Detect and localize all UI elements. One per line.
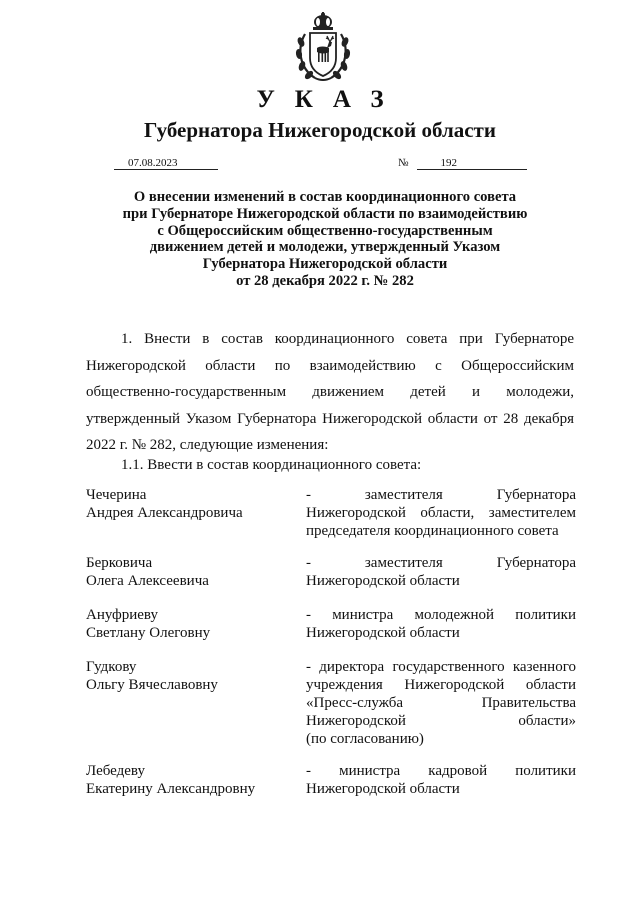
member-surname: Лебедеву <box>86 763 145 779</box>
role-line: - министра молодежной политики <box>306 607 576 623</box>
paragraph-1-text: 1. Внести в состав координационного совета при Губернаторе Нижегородской области по взаимодействию с Общероссийским общественно-государственным движением детей и молодежи, утвержденный Указом Губернатора Нижегородской области от 28 декабря 2022 г. № 282, следующие изменения: <box>86 331 574 453</box>
document-date <box>114 157 218 170</box>
role-line: - директора государственного казенного <box>306 659 576 675</box>
member-name <box>86 486 306 540</box>
paragraph-1 <box>86 326 574 459</box>
heading-line: Губернатора Нижегородской области <box>202 256 448 273</box>
role-line: - заместителя Губернатора <box>306 487 576 503</box>
issuer-title: Губернатора Нижегородской области <box>144 118 496 142</box>
member-role <box>306 658 576 748</box>
member-row <box>86 606 576 642</box>
role-line: Нижегородской области <box>306 625 460 641</box>
role-line: Нижегородской области, заместителем <box>306 505 576 521</box>
member-row <box>86 658 576 748</box>
member-surname: Гудкову <box>86 659 137 675</box>
role-line: Нижегородской области <box>306 573 460 589</box>
member-role <box>306 606 576 642</box>
heading-line: от 28 декабря 2022 г. № 282 <box>236 272 414 289</box>
member-row <box>86 554 576 590</box>
role-line: председателя координационного совета <box>306 523 559 539</box>
member-given-names: Андрея Александровича <box>86 505 243 521</box>
member-given-names: Олега Алексеевича <box>86 573 209 589</box>
heading-line: при Губернаторе Нижегородской области по взаимодействию <box>122 205 528 222</box>
number-label: № <box>398 157 409 169</box>
role-line: учреждения Нижегородской области <box>306 677 576 693</box>
role-line: Нижегородской области <box>306 781 460 797</box>
role-line: «Пресс-служба Правительства <box>306 695 576 711</box>
member-role <box>306 486 576 540</box>
member-role <box>306 554 576 590</box>
member-row <box>86 486 576 540</box>
role-line: - министра кадровой политики <box>306 763 576 779</box>
member-name <box>86 762 306 798</box>
member-name <box>86 554 306 590</box>
member-surname: Берковича <box>86 555 153 571</box>
member-role <box>306 762 576 798</box>
member-name <box>86 658 306 748</box>
number-value: 192 <box>417 157 527 170</box>
member-row <box>86 762 576 798</box>
role-line: Нижегородской области» <box>306 713 576 729</box>
heading-line: с Общероссийским общественно-государственным <box>157 222 493 239</box>
decree-heading <box>95 189 555 290</box>
member-given-names: Екатерину Александровну <box>86 781 256 797</box>
heading-line: движением детей и молодежи, утвержденный Указом <box>149 239 501 256</box>
subitem-1-1: 1.1. Ввести в состав координационного совета: <box>121 457 422 473</box>
member-surname: Ануфриеву <box>86 607 158 623</box>
document-number <box>398 157 527 170</box>
member-given-names: Ольгу Вячеславовну <box>86 677 218 693</box>
heading-line: О внесении изменений в состав координационного совета <box>133 189 517 205</box>
role-line: (по согласованию) <box>306 731 424 747</box>
coat-of-arms-icon <box>293 12 353 84</box>
role-line: - заместителя Губернатора <box>306 555 576 571</box>
document-type-title: УКАЗ <box>256 86 404 113</box>
member-given-names: Светлану Олеговну <box>86 625 211 641</box>
member-surname: Чечерина <box>86 487 147 503</box>
member-name <box>86 606 306 642</box>
date-value: 07.08.2023 <box>114 157 218 170</box>
